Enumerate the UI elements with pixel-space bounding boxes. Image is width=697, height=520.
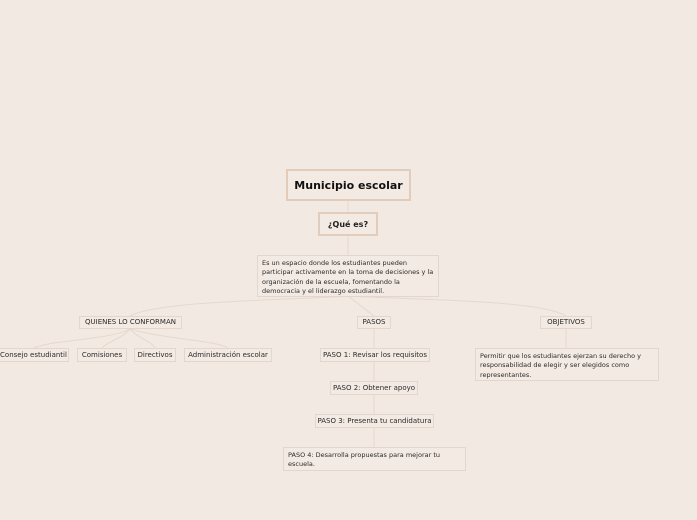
member-item-node[interactable]: Directivos	[134, 348, 176, 362]
member-item-node[interactable]: Comisiones	[77, 348, 127, 362]
step-node[interactable]: PASO 4: Desarrolla propuestas para mejorar tu escuela.	[283, 447, 466, 471]
step-node[interactable]: PASO 1: Revisar los requisitos	[320, 348, 430, 362]
step-node[interactable]: PASO 2: Obtener apoyo	[330, 381, 418, 395]
root-node[interactable]: Municipio escolar	[286, 169, 411, 201]
member-item-node[interactable]: Administración escolar	[184, 348, 272, 362]
branch-steps-node[interactable]: PASOS	[357, 316, 391, 329]
step-node[interactable]: PASO 3: Presenta tu candidatura	[315, 414, 434, 428]
definition-node[interactable]: Es un espacio donde los estudiantes pueden participar activamente en la toma de decisiones y la organización de la escuela, fomentando la democracia y el liderazgo estudiantil.	[257, 255, 439, 297]
question-node[interactable]: ¿Qué es?	[318, 212, 378, 236]
objective-node[interactable]: Permitir que los estudiantes ejerzan su derecho y responsabilidad de elegir y ser elegidos como representantes.	[475, 348, 659, 381]
member-item-node[interactable]: Consejo estudiantil	[0, 348, 69, 362]
branch-objectives-node[interactable]: OBJETIVOS	[540, 316, 592, 329]
branch-members-node[interactable]: QUIENES LO CONFORMAN	[79, 316, 182, 329]
